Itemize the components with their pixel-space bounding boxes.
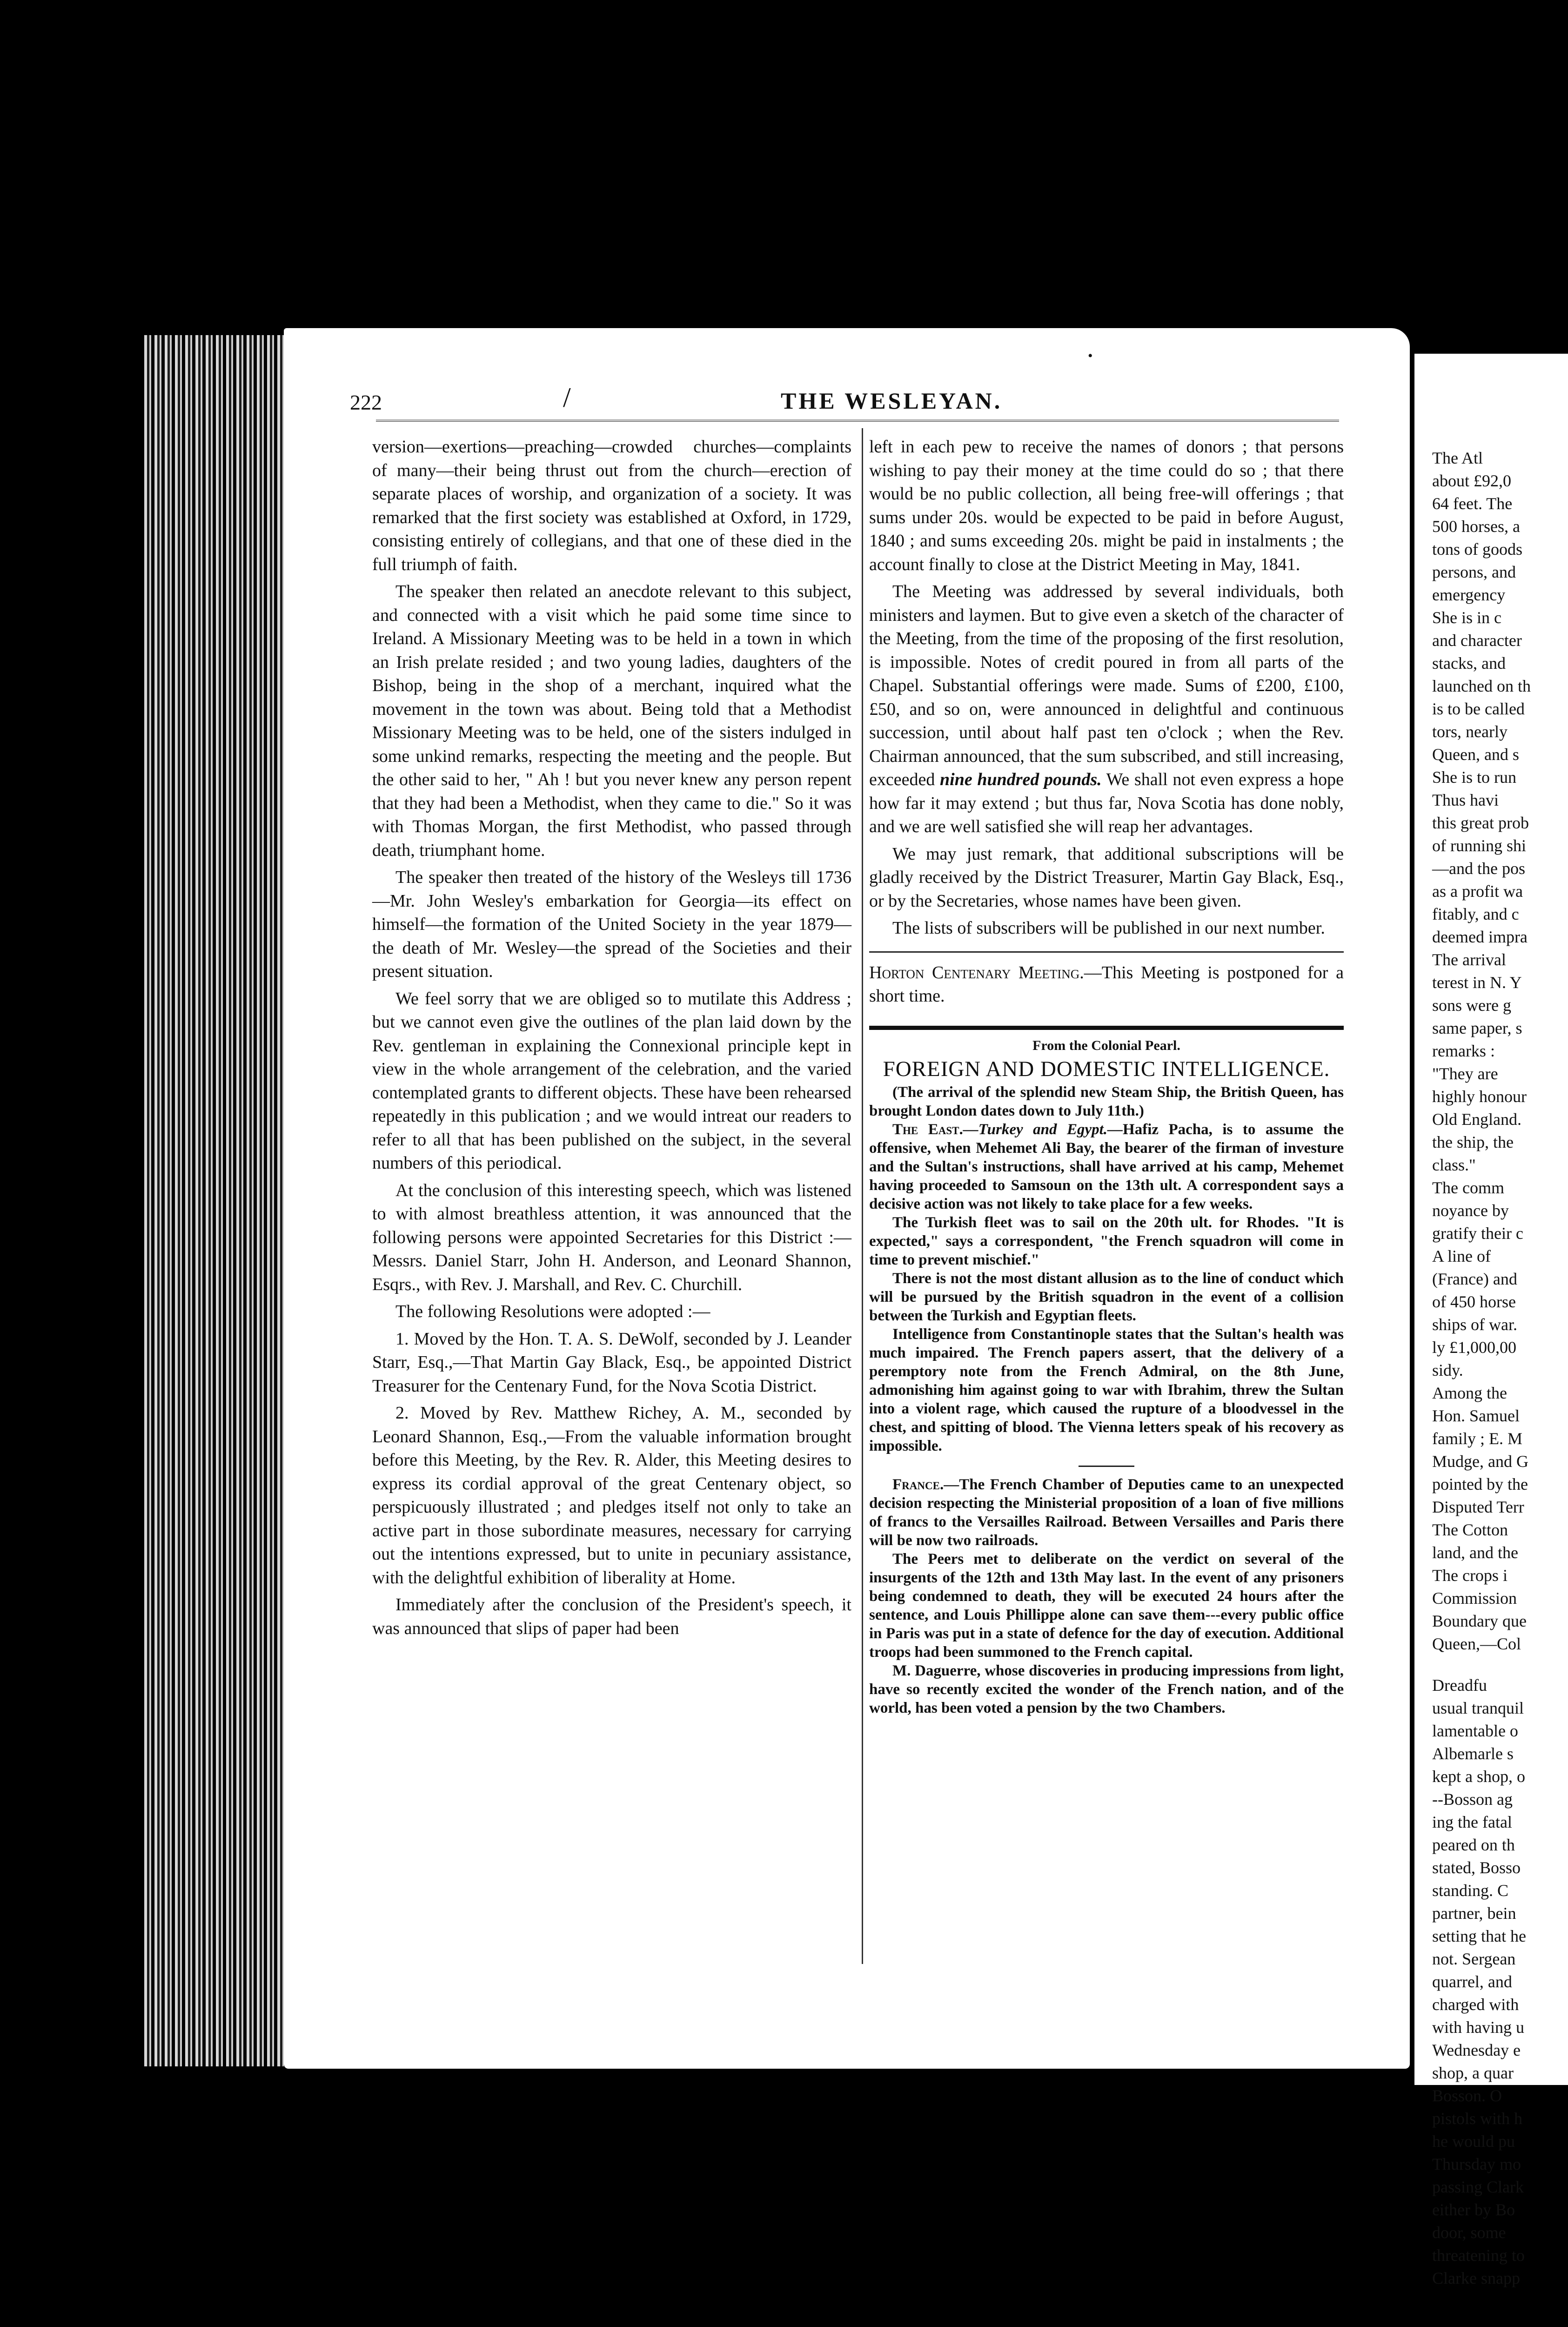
notice-heading: Horton Centenary Meeting. bbox=[869, 962, 1084, 982]
facing-page-line: peared on th bbox=[1432, 1836, 1515, 1854]
right-column bbox=[869, 435, 1344, 1717]
facing-page-line: stated, Bosso bbox=[1432, 1858, 1521, 1877]
paragraph: We may just remark, that additional subscriptions will be gladly received by the District Treasurer, Martin Gay Black, Esq., or by the Secretaries, whose names have been given. bbox=[869, 844, 1344, 911]
facing-page-line: this great prob bbox=[1432, 814, 1529, 832]
column-divider bbox=[862, 428, 863, 1964]
facing-page-line: The arrival bbox=[1432, 950, 1506, 969]
facing-page-line: door, some bbox=[1432, 2223, 1506, 2242]
facing-page-line: highly honour bbox=[1432, 1087, 1527, 1106]
facing-page-line: sidy. bbox=[1432, 1361, 1463, 1379]
facing-page bbox=[1414, 354, 1568, 2287]
facing-page-line: Albemarle s bbox=[1432, 1744, 1514, 1763]
facing-page-line: pointed by the bbox=[1432, 1475, 1528, 1493]
facing-page-line: Among the bbox=[1432, 1384, 1507, 1402]
paragraph-text: We shall not even express a hope how far it may extend ; but thus far, Nova Scotia has done nobly, and we are well satisfied she will reap her advantages. bbox=[869, 770, 1344, 836]
facing-page-line: partner, bein bbox=[1432, 1904, 1516, 1923]
facing-page-line: is to be called bbox=[1432, 699, 1525, 718]
facing-page-line: Wednesday e bbox=[1432, 2041, 1521, 2059]
facing-page-line: launched on th bbox=[1432, 677, 1531, 695]
news-item bbox=[869, 1475, 1344, 1550]
resolution-1: 1. Moved by the Hon. T. A. S. DeWolf, seconded by J. Leander Starr, Esq.,—That Martin Gay Black, Esq., be appointed District Treasurer for the Centenary Fund, for the Nova Scotia District. bbox=[372, 1329, 851, 1396]
paragraph bbox=[869, 580, 1344, 839]
facing-page-line: Hon. Samuel bbox=[1432, 1406, 1520, 1425]
facing-page-line: about £92,0 bbox=[1432, 471, 1511, 490]
facing-page-line: 64 feet. The bbox=[1432, 494, 1513, 513]
paragraph: version—exertions—preaching—crowded churches—complaints of many—their being thrust out from the church—erection of separate places of worship, and organization of a society. It was remarked that the first society was established at Oxford, in 1729, consisting entirely of collegians, and that one of these died in the full triumph of faith. bbox=[372, 437, 851, 574]
facing-page-line: either by Bo bbox=[1432, 2200, 1515, 2219]
facing-page-line: She is in c bbox=[1432, 608, 1501, 627]
facing-page-line: as a profit wa bbox=[1432, 882, 1523, 901]
facing-page-line: ing the fatal bbox=[1432, 1813, 1512, 1831]
source-credit: From the Colonial Pearl. bbox=[1032, 1037, 1180, 1053]
facing-page-line: same paper, s bbox=[1432, 1019, 1522, 1037]
paragraph: The lists of subscribers will be published in our next number. bbox=[892, 918, 1325, 938]
facing-page-line: and character bbox=[1432, 631, 1522, 650]
facing-page-line: --Bosson ag bbox=[1432, 1790, 1513, 1809]
facing-page-line: the ship, the bbox=[1432, 1133, 1514, 1151]
facing-page-line: Queen, and s bbox=[1432, 745, 1519, 764]
book-spine-edge bbox=[144, 335, 284, 2066]
facing-page-line: deemed impra bbox=[1432, 928, 1528, 946]
section-heading: FOREIGN AND DOMESTIC INTELLIGENCE. bbox=[883, 1056, 1330, 1081]
facing-page-line: not. Sergean bbox=[1432, 1950, 1516, 1968]
page-number: 222 bbox=[350, 390, 382, 414]
facing-page-line: persons, and bbox=[1432, 563, 1516, 581]
news-text: —The French Chamber of Deputies came to an unexpected decision respecting the Ministerial proposition of a loan of five millions of francs to the Versailles Railroad. Between Versailles and Paris there will be now two railroads. bbox=[869, 1476, 1344, 1549]
news-item: The Turkish fleet was to sail on the 20th ult. for Rhodes. "It is expected," says a correspondent, "the French squadron will come in time to prevent mischief." bbox=[869, 1214, 1344, 1268]
facing-page-line: threatening to bbox=[1432, 2246, 1525, 2265]
facing-page-line: Old England. bbox=[1432, 1110, 1521, 1129]
facing-page-line: Mudge, and G bbox=[1432, 1452, 1528, 1471]
paragraph: At the conclusion of this interesting speech, which was listened to with almost breathless attention, it was announced that the following persons were appointed Secretaries for this District :—Messrs. Daniel Starr, John H. Anderson, and Leonard Shannon, Esqrs., with Rev. J. Marshall, and Rev. C. Churchill. bbox=[372, 1180, 851, 1294]
facing-page-line: Bosson. O bbox=[1432, 2086, 1502, 2105]
facing-page-line: tors, nearly bbox=[1432, 722, 1508, 741]
news-item: There is not the most distant allusion as to the line of conduct which will be pursued by the British squadron in the event of a collision between the Turkish and Egyptian fleets. bbox=[869, 1270, 1344, 1324]
facing-page-line: Clarke snapp bbox=[1432, 2269, 1520, 2287]
paragraph: The speaker then related an anecdote relevant to this subject, and connected with a visit which he paid some time since to Ireland. A Missionary Meeting was to be held in a town in which an Irish prelate resided ; and two young ladies, daughters of the Bishop, being in the shop of a merchant, inquired what the movement in the town was about. Being told that a Methodist Missionary Meeting was to be held, one of the sisters indulged in some unkind remarks, respecting the meeting and the people. But the other said to her, " Ah ! but you never knew any person repent that they had been a Methodist, when they came to die." So it was with Thomas Morgan, the first Methodist, who passed through death, triumphant home. bbox=[372, 582, 851, 860]
page-speck: • bbox=[1088, 348, 1093, 363]
news-item: M. Daguerre, whose discoveries in producing impressions from light, have so recently excited the wonder of the French nation, and of the world, has been voted a pension by the two Chambers. bbox=[869, 1662, 1344, 1716]
section-rule bbox=[869, 1026, 1344, 1030]
emphasis: nine hundred pounds. bbox=[940, 770, 1102, 789]
news-lead: The East. bbox=[892, 1121, 963, 1138]
news-subhead: —Turkey and Egypt.— bbox=[963, 1121, 1123, 1138]
facing-page-line: of 450 horse bbox=[1432, 1292, 1516, 1311]
paragraph: Immediately after the conclusion of the President's speech, it was announced that slips of paper had been bbox=[372, 1595, 851, 1638]
facing-page-line: The comm bbox=[1432, 1178, 1504, 1197]
facing-page-line: ships of war. bbox=[1432, 1315, 1517, 1334]
facing-page-line: passing Clark bbox=[1432, 2178, 1524, 2196]
paragraph: left in each pew to receive the names of donors ; that persons wishing to pay their money at the time could do so ; that there would be no public collection, all being free-will offerings ; that sums under 20s. would be expected to be paid in before August, 1840 ; and sums exceeding 20s. might be paid in instalments ; the account finally to close at the District Meeting in May, 1841. bbox=[869, 437, 1344, 574]
facing-page-line: A line of bbox=[1432, 1247, 1491, 1265]
facing-page-line: remarks : bbox=[1432, 1042, 1495, 1060]
news-item: The Peers met to deliberate on the verdict on several of the insurgents of the 12th and 13th May last. In the event of any prisoners being condemned to death, they will be executed 24 hours after the sentence, and Louis Phillippe alone can save them---every public office in Paris was put in a state of defence for the day of execution. Additional troops had been summoned to the French capital. bbox=[869, 1550, 1344, 1661]
news-item bbox=[869, 1120, 1344, 1213]
facing-page-line: standing. C bbox=[1432, 1881, 1509, 1900]
facing-page-line: land, and the bbox=[1432, 1543, 1518, 1562]
running-title: THE WESLEYAN. bbox=[781, 388, 1003, 414]
pencil-mark: / bbox=[563, 382, 571, 413]
facing-page-line: Commission bbox=[1432, 1589, 1517, 1607]
paragraph: We feel sorry that we are obliged so to mutilate this Address ; but we cannot even give the outlines of the plan laid down by the Rev. gentleman in explaining the Connexional principle kept in view in the whole arrangement of the celebration, and the varied contemplated grants to different objects. These have been rehearsed repeatedly in this publication ; and we would intreat our readers to refer to all that has been published on the subject, in the several numbers of this periodical. bbox=[372, 989, 851, 1173]
news-item: (The arrival of the splendid new Steam Ship, the British Queen, has brought London dates down to July 11th.) bbox=[869, 1083, 1344, 1119]
facing-page-line: She is to run bbox=[1432, 768, 1517, 787]
facing-page-line: Thursday mo bbox=[1432, 2155, 1521, 2173]
facing-page-line: of running shi bbox=[1432, 836, 1526, 855]
facing-page-line: with having u bbox=[1432, 2018, 1524, 2037]
short-rule bbox=[1079, 1466, 1134, 1467]
facing-page-line: usual tranquil bbox=[1432, 1699, 1524, 1717]
facing-page-line: noyance by bbox=[1432, 1201, 1509, 1220]
facing-page-line: lamentable o bbox=[1432, 1722, 1518, 1740]
facing-page-line: emergency bbox=[1432, 585, 1506, 604]
facing-page-line: terest in N. Y bbox=[1432, 973, 1522, 992]
facing-page-line: sons were g bbox=[1432, 996, 1511, 1015]
facing-page-line: class." bbox=[1432, 1156, 1476, 1174]
facing-page-line: (France) and bbox=[1432, 1270, 1517, 1288]
resolution-2: 2. Moved by Rev. Matthew Richey, A. M., seconded by Leonard Shannon, Esq.,—From the valuable information brought before this Meeting, by the Rev. R. Alder, this Meeting desires to express its cordial approval of the great Centenary object, so perspicuously illustrated ; and pledges itself not only to take an active part in those subordinate measures, necessary for carrying out the intentions expressed, but to unite in pecuniary assistance, with the delightful exhibition of liberality at Home. bbox=[372, 1403, 851, 1587]
facing-page-line: Dreadfu bbox=[1432, 1676, 1487, 1695]
paragraph-text: The Meeting was addressed by several individuals, both ministers and laymen. But to give even a sketch of the character of the Meeting, from the time of the proposing of the first resolution, is impossible. Notes of credit poured in from all parts of the Chapel. Substantial offerings were made. Sums of £200, £100, £50, and so on, were announced in delightful and continuous succession, until about half past ten o'clock ; when the Rev. Chairman announced, that the sum subscribed, and still increasing, exceeded bbox=[869, 582, 1344, 789]
facing-page-line: quarrel, and bbox=[1432, 1972, 1512, 1991]
facing-page-line: gratify their c bbox=[1432, 1224, 1523, 1243]
notice-text: —This Meeting is postponed for a short time. bbox=[869, 962, 1344, 1006]
news-item: Intelligence from Constantinople states that the Sultan's health was much impaired. The French papers assert, that the delivery of a peremptory note from the French Admiral, on the 8th June, admonishing him against going to war with Ibrahim, threw the Sultan into a violent rage, which caused the rupture of a bloodvessel in the chest, and spitting of blood. The Vienna letters speak of his recovery as impossible. bbox=[869, 1325, 1344, 1454]
facing-page-line: fitably, and c bbox=[1432, 905, 1519, 923]
facing-page-line: "They are bbox=[1432, 1064, 1498, 1083]
facing-page-line: The crops i bbox=[1432, 1566, 1508, 1585]
facing-page-line: —and the pos bbox=[1432, 859, 1525, 878]
facing-page-line: stacks, and bbox=[1432, 654, 1506, 673]
facing-page-line: Disputed Terr bbox=[1432, 1498, 1524, 1516]
facing-page-line: 500 horses, a bbox=[1432, 517, 1520, 536]
news-text: Hafiz Pacha, is to assume the offensive, when Mehemet Ali Bay, the bearer of the firman of investure and the Sultan's instructions, shall have arrived at his camp, Mehemet having proceeded to Samsoun on the 13th ult. A correspondent says a decisive action was not likely to take place for a few weeks. bbox=[869, 1121, 1344, 1212]
header-rule bbox=[376, 420, 1339, 422]
facing-page-line: shop, a quar bbox=[1432, 2064, 1514, 2082]
facing-page-line: charged with bbox=[1432, 1995, 1519, 2014]
facing-page-line: Queen,—Col bbox=[1432, 1634, 1521, 1653]
facing-page-line: setting that he bbox=[1432, 1927, 1526, 1945]
facing-page-line: ly £1,000,00 bbox=[1432, 1338, 1517, 1357]
facing-page-line: kept a shop, o bbox=[1432, 1767, 1525, 1786]
facing-page-line: The Atl bbox=[1432, 449, 1483, 467]
paragraph: The following Resolutions were adopted :— bbox=[395, 1302, 710, 1321]
facing-page-line: Thus havi bbox=[1432, 791, 1499, 809]
facing-page-line: The Cotton bbox=[1432, 1520, 1508, 1539]
notice bbox=[869, 961, 1344, 1008]
facing-page-line: Boundary que bbox=[1432, 1612, 1527, 1630]
paragraph: The speaker then treated of the history of the Wesleys till 1736—Mr. John Wesley's embarkation for Georgia—its effect on himself—the formation of the United Society in the year 1879—the death of Mr. Wesley—the spread of the Societies and their present situation. bbox=[372, 868, 851, 981]
facing-page-line: tons of goods bbox=[1432, 540, 1523, 558]
left-column bbox=[372, 435, 851, 1640]
news-lead: France. bbox=[892, 1476, 944, 1493]
facing-page-line: pistols with h bbox=[1432, 2109, 1523, 2128]
facing-page-line: he would pu bbox=[1432, 2132, 1515, 2151]
facing-page-line: family ; E. M bbox=[1432, 1429, 1522, 1448]
